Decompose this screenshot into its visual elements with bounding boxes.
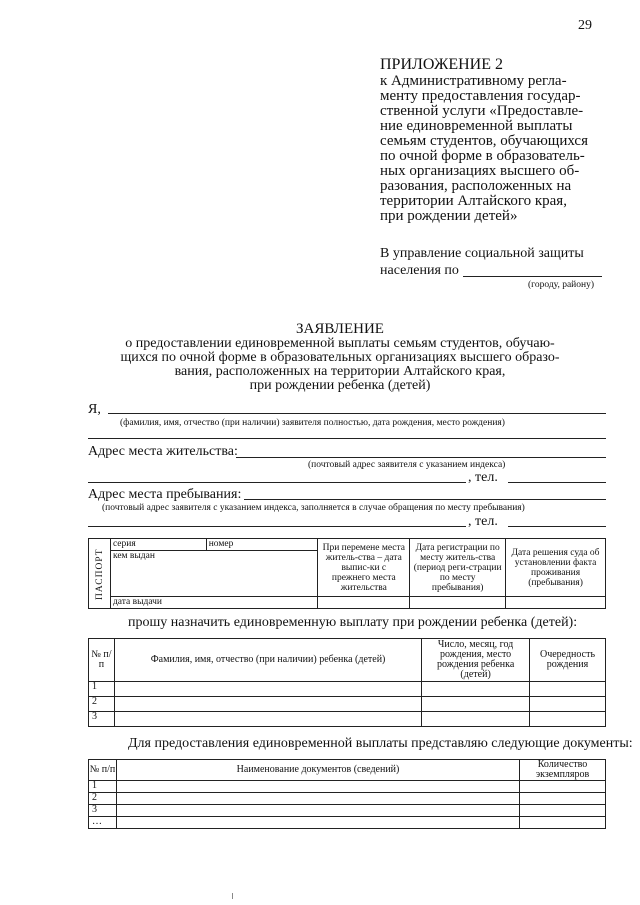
appendix-line: территории Алтайского края, [380, 193, 567, 209]
residence-label: Адрес места жительства: [88, 444, 238, 459]
table-row [89, 805, 606, 817]
row-number: 2 [89, 793, 117, 805]
appendix-line: ние единовременной выплаты [380, 118, 573, 134]
appendix-title: ПРИЛОЖЕНИЕ 2 [380, 56, 504, 73]
docs-header-num: № п/п [89, 760, 117, 781]
appendix-block [380, 56, 600, 224]
page-number: 29 [578, 18, 592, 33]
residence-field[interactable] [236, 457, 606, 458]
residence-field-2[interactable] [88, 482, 466, 483]
table-row [89, 712, 606, 727]
scan-mark [232, 893, 233, 899]
passport-issue-date-label: дата выдачи [112, 597, 163, 607]
applicant-name-hint: (фамилия, имя, отчество (при наличии) заявителя полностью, дата рождения, место рождения) [120, 418, 505, 428]
child-name-cell[interactable] [114, 697, 421, 712]
table-row [89, 781, 606, 793]
appendix-line: по очной форме в образователь- [380, 148, 585, 164]
stay-tel-field[interactable] [508, 526, 606, 527]
residence-hint: (почтовый адрес заявителя с указанием индекса) [308, 460, 506, 470]
passport-series-cell[interactable] [110, 539, 206, 551]
row-number: … [89, 817, 117, 829]
docs-header-count: Количество экземпляров [520, 760, 606, 781]
passport-issued-by-cell[interactable] [110, 551, 317, 597]
stay-field-2[interactable] [88, 526, 466, 527]
doc-count-cell[interactable] [520, 805, 606, 817]
addressee-line2: населения по [380, 263, 459, 278]
appendix-line: семьям студентов, обучающихся [380, 133, 588, 149]
request-text: прошу назначить единовременную выплату при рождении ребенка (детей): [128, 615, 578, 630]
change-date-cell[interactable] [318, 597, 410, 609]
docs-header-name: Наименование документов (сведений) [116, 760, 519, 781]
row-number: 2 [89, 697, 115, 712]
table-row [89, 793, 606, 805]
passport-series-label: серия [112, 539, 136, 549]
passport-number-label: номер [208, 539, 234, 549]
child-order-cell[interactable] [530, 682, 606, 697]
doc-name-cell[interactable] [116, 805, 519, 817]
child-order-cell[interactable] [530, 697, 606, 712]
table-row [89, 817, 606, 829]
doc-count-cell[interactable] [520, 817, 606, 829]
row-number: 3 [89, 805, 117, 817]
documents-text: Для предоставления единовременной выплаты представляю следующие документы: [128, 736, 633, 751]
child-birth-cell[interactable] [422, 712, 530, 727]
application-subtitle-line: щихся по очной форме в образовательных организациях высшего образо- [120, 350, 560, 365]
passport-issue-date-cell[interactable] [110, 597, 317, 609]
appendix-line: ственной услуги «Предоставле- [380, 103, 584, 119]
table-row [89, 682, 606, 697]
district-field[interactable] [463, 262, 602, 277]
doc-name-cell[interactable] [116, 817, 519, 829]
documents-table [88, 759, 606, 829]
children-header-name: Фамилия, имя, отчество (при наличии) ребенка (детей) [114, 639, 421, 682]
doc-name-cell[interactable] [116, 793, 519, 805]
residence-tel-label: , тел. [468, 470, 498, 485]
appendix-line: менту предоставления государ- [380, 88, 581, 104]
passport-number-cell[interactable] [206, 539, 318, 551]
row-number: 3 [89, 712, 115, 727]
district-hint: (городу, району) [528, 280, 594, 290]
row-number: 1 [89, 682, 115, 697]
residence-tel-field[interactable] [508, 482, 606, 483]
passport-table [88, 538, 606, 609]
applicant-name-field[interactable] [108, 413, 606, 414]
stay-field[interactable] [244, 499, 606, 500]
application-subtitle-line: вания, расположенных на территории Алтайского края, [174, 364, 506, 379]
children-header-birth: Число, месяц, год рождения, место рождения ребенка (детей) [422, 639, 530, 682]
child-name-cell[interactable] [114, 682, 421, 697]
col-registration-header: Дата регистрации по месту житель-ства (период реги-страции по месту пребывания) [410, 539, 506, 597]
ya-label: Я, [88, 402, 101, 417]
table-row [89, 697, 606, 712]
court-date-cell[interactable] [506, 597, 606, 609]
registration-date-cell[interactable] [410, 597, 506, 609]
child-order-cell[interactable] [530, 712, 606, 727]
col-change-header: При перемене места житель-ства – дата выпис-ки с прежнего места жительства [318, 539, 410, 597]
stay-tel-label: , тел. [468, 514, 498, 529]
children-header-num: № п/п [89, 639, 115, 682]
stay-hint: (почтовый адрес заявителя с указанием индекса, заполняется в случае обращения по месту пребывания) [102, 503, 525, 513]
appendix-line: разования, расположенных на [380, 178, 572, 194]
application-subtitle-line: о предоставлении единовременной выплаты семьям студентов, обучаю- [125, 336, 555, 351]
child-birth-cell[interactable] [422, 697, 530, 712]
doc-count-cell[interactable] [520, 793, 606, 805]
appendix-line: ных организациях высшего об- [380, 163, 580, 179]
doc-count-cell[interactable] [520, 781, 606, 793]
applicant-name-field-2[interactable] [88, 438, 606, 439]
child-birth-cell[interactable] [422, 682, 530, 697]
addressee-line1: В управление социальной защиты [380, 246, 584, 261]
child-name-cell[interactable] [114, 712, 421, 727]
application-subtitle-line: при рождении ребенка (детей) [249, 378, 431, 393]
children-header-order: Очередность рождения [530, 639, 606, 682]
appendix-line: при рождении детей» [380, 208, 518, 224]
passport-vertical-label: ПАСПОРТ [89, 539, 111, 609]
addressee-block [380, 245, 602, 291]
application-title-block [60, 322, 620, 393]
appendix-line: к Административному регла- [380, 73, 567, 89]
col-court-header: Дата решения суда об установлении факта проживания (пребывания) [506, 539, 606, 597]
children-table [88, 638, 606, 727]
stay-label: Адрес места пребывания: [88, 487, 242, 502]
passport-issued-by-label: кем выдан [112, 551, 155, 561]
row-number: 1 [89, 781, 117, 793]
application-heading: ЗАЯВЛЕНИЕ [296, 321, 384, 337]
doc-name-cell[interactable] [116, 781, 519, 793]
